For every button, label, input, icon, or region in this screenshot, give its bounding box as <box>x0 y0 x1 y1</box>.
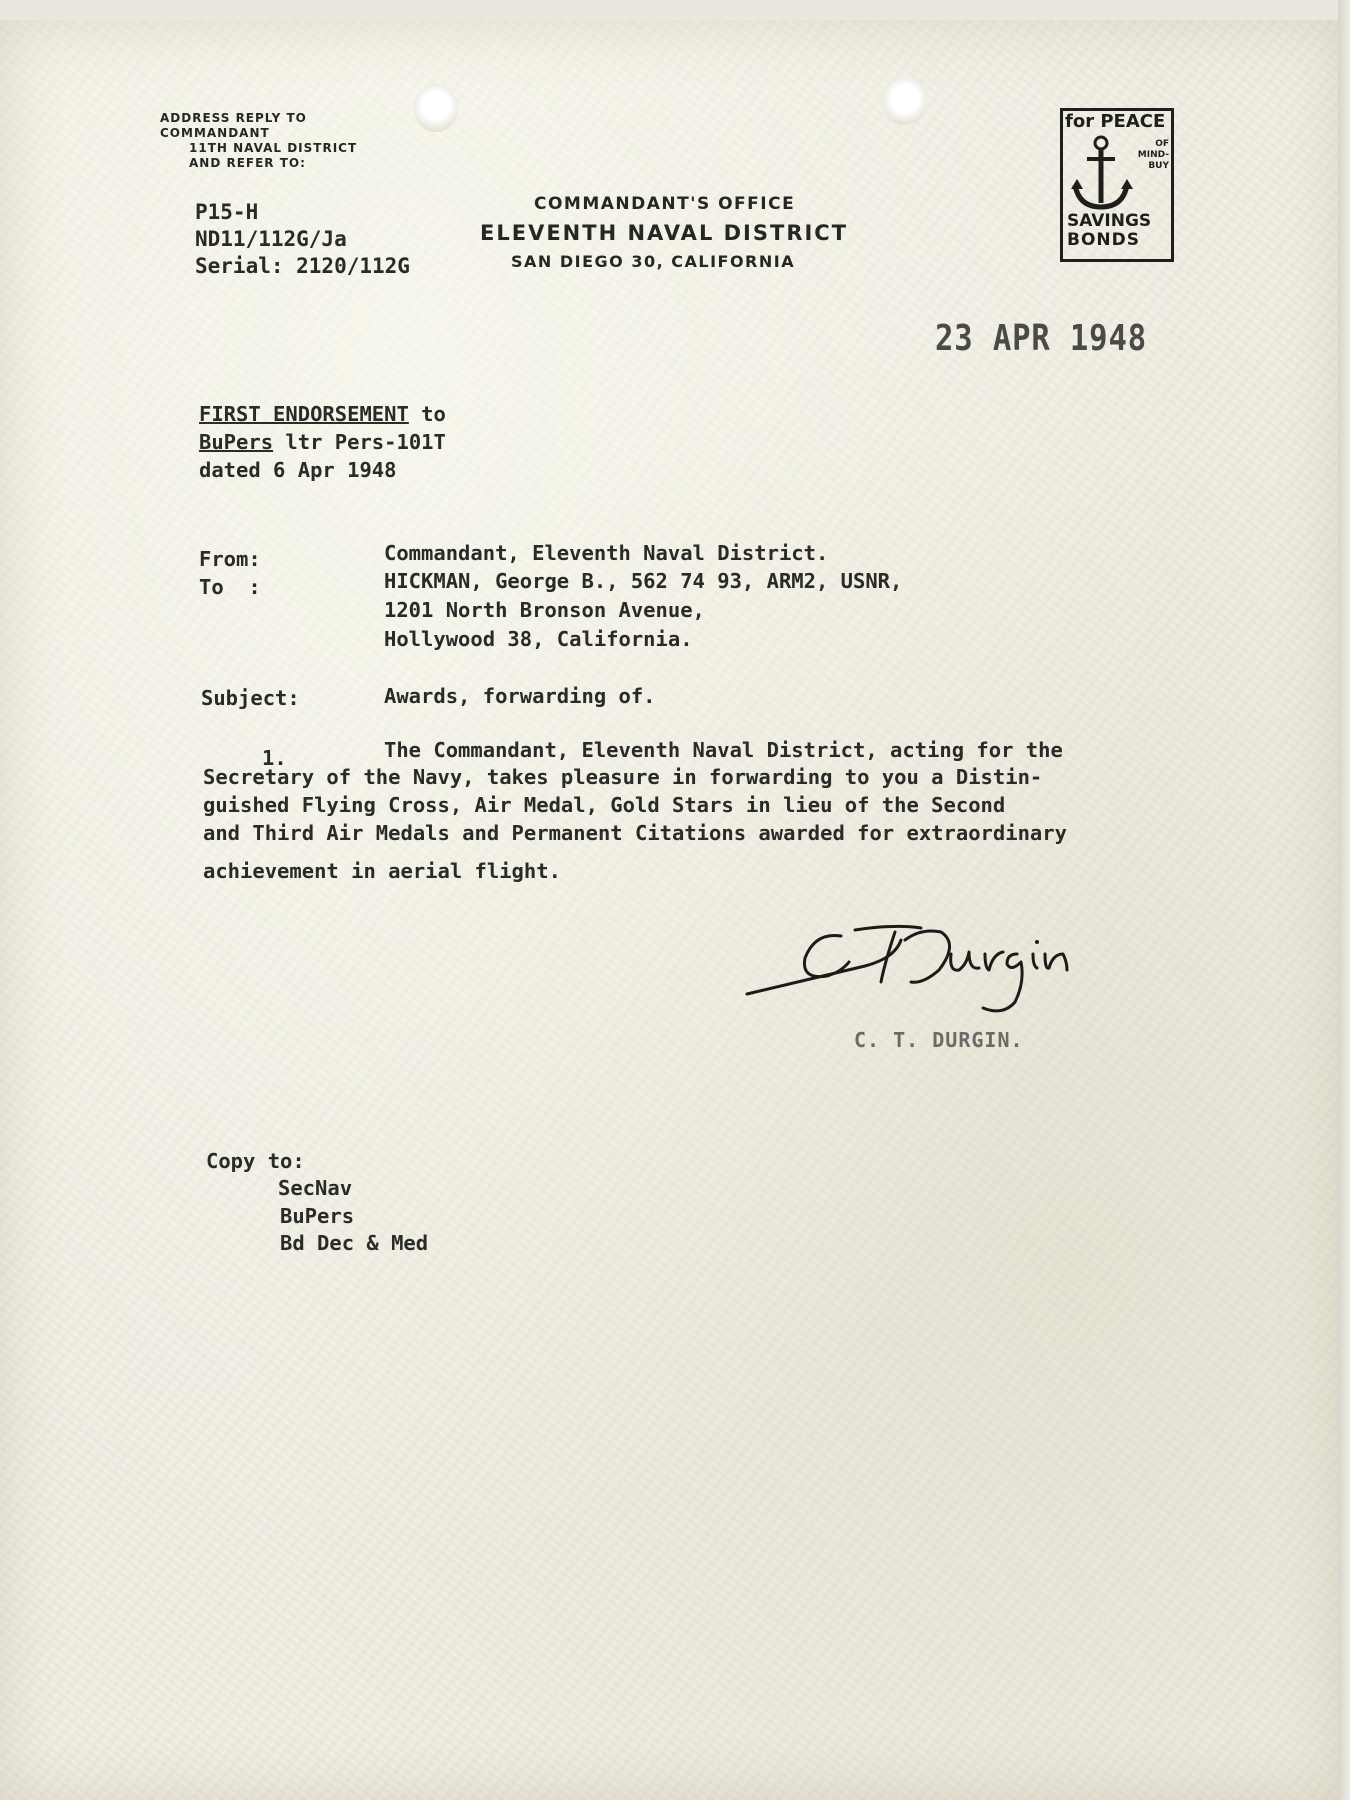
copy-to-label: Copy to: <box>206 1149 305 1173</box>
paragraph-line: The Commandant, Eleventh Naval District, acting for the <box>384 738 1063 762</box>
stamp-word: MIND- <box>1137 150 1169 160</box>
address-line: AND REFER TO: <box>189 156 306 170</box>
handwritten-signature <box>745 910 1085 1020</box>
address-line: ADDRESS REPLY TO <box>160 111 307 125</box>
endorsement-to: to <box>408 402 446 426</box>
endorsement-title: FIRST ENDORSEMENT <box>199 402 409 426</box>
endorsement-date: dated 6 Apr 1948 <box>199 458 397 482</box>
paragraph-line: and Third Air Medals and Permanent Citations awarded for extraordinary <box>203 821 1067 845</box>
stamp-word: BUY <box>1148 161 1169 171</box>
serial-reference: Serial: 2120/112G <box>195 254 410 278</box>
copy-to-item: SecNav <box>278 1176 353 1200</box>
punch-hole-left <box>414 84 458 132</box>
copy-to-item: Bd Dec & Med <box>280 1231 429 1255</box>
paragraph-line: achievement in aerial flight. <box>203 859 561 883</box>
paragraph-line: guished Flying Cross, Air Medal, Gold Stars in lieu of the Second <box>203 793 1006 817</box>
page-edge <box>1338 0 1350 1800</box>
savings-bonds-stamp <box>1060 108 1174 262</box>
punch-hole-right <box>883 77 927 125</box>
stamp-word: OF <box>1155 139 1169 149</box>
stamp-slogan-small <box>1138 139 1169 172</box>
to-line: HICKMAN, George B., 562 74 93, ARM2, USNR, <box>384 569 903 593</box>
office-location: SAN DIEGO 30, CALIFORNIA <box>511 252 796 271</box>
stamp-slogan: for PEACE <box>1065 111 1166 132</box>
anchor-icon <box>1071 133 1141 213</box>
typed-signature: C. T. DURGIN. <box>854 1028 1024 1052</box>
paragraph-number: 1. <box>262 746 287 770</box>
from-label: From: <box>199 547 261 571</box>
district-title: ELEVENTH NAVAL DISTRICT <box>480 221 849 245</box>
endorsement-line <box>199 428 446 456</box>
stamp-bonds: BONDS <box>1067 230 1140 250</box>
endorsement-line <box>199 400 446 428</box>
to-line: 1201 North Bronson Avenue, <box>384 598 705 622</box>
to-label: To : <box>199 575 261 599</box>
paragraph-line: Secretary of the Navy, takes pleasure in forwarding to you a Distin- <box>203 765 1043 789</box>
date-stamp: 23 APR 1948 <box>935 318 1148 359</box>
stamp-savings: SAVINGS <box>1067 211 1152 231</box>
subject-value: Awards, forwarding of. <box>384 684 656 708</box>
letter-page <box>0 20 1340 1800</box>
office-title: COMMANDANT'S OFFICE <box>534 194 796 214</box>
address-line: 11TH NAVAL DISTRICT <box>189 141 358 155</box>
copy-to-item: BuPers <box>280 1204 355 1228</box>
endorsement-letter: ltr Pers-101T <box>273 430 446 454</box>
file-reference: ND11/112G/Ja <box>195 227 347 251</box>
to-line: Hollywood 38, California. <box>384 627 693 651</box>
from-value: Commandant, Eleventh Naval District. <box>384 541 829 565</box>
address-line: COMMANDANT <box>160 126 270 140</box>
subject-label: Subject: <box>201 686 300 710</box>
file-reference: P15-H <box>195 200 259 224</box>
endorsement-bupers: BuPers <box>199 430 274 454</box>
